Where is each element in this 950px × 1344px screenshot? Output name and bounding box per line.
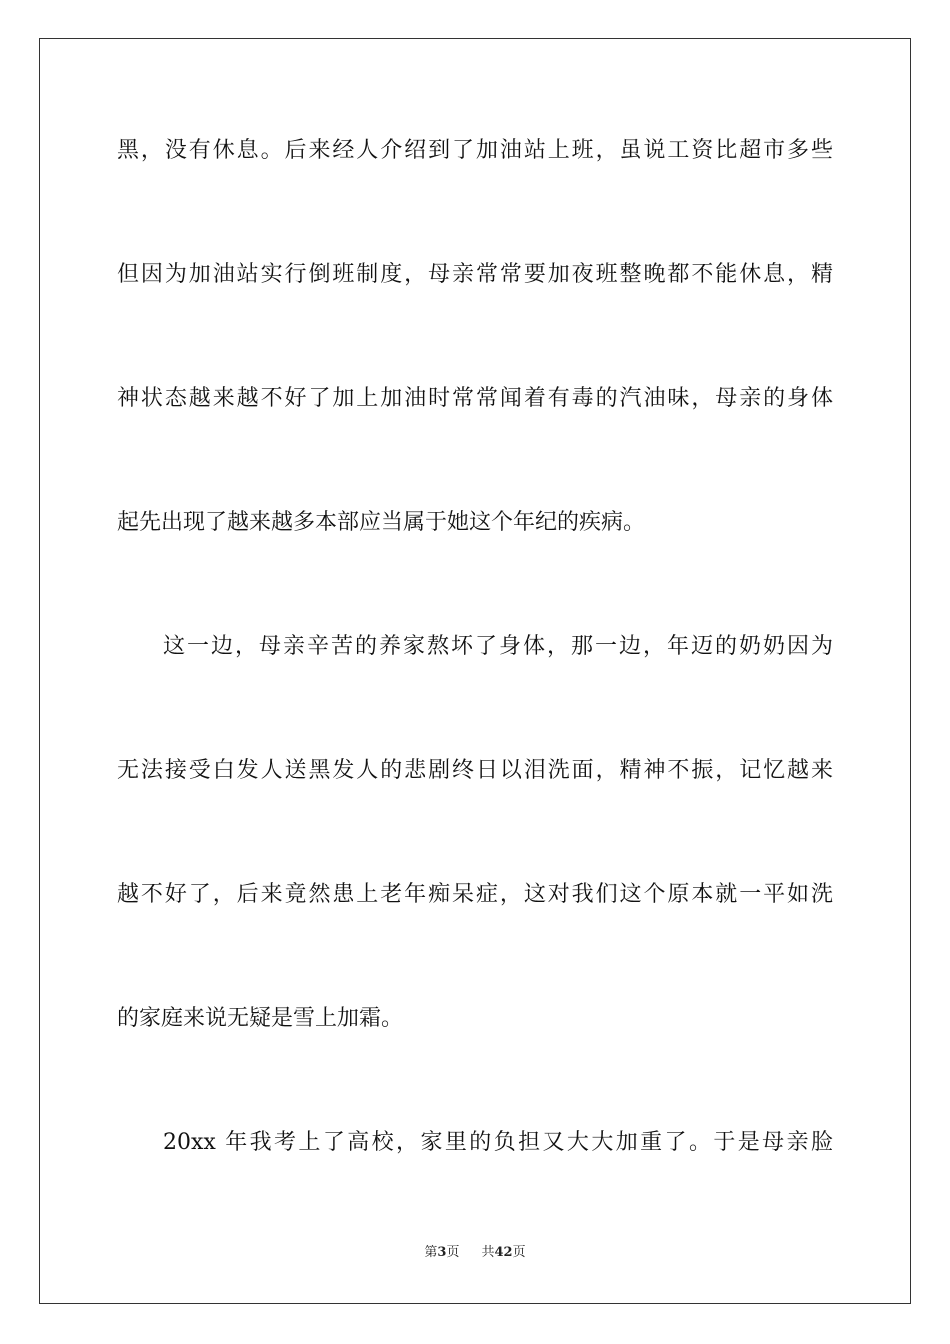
page-border — [39, 38, 911, 1304]
footer-page-number: 3 — [437, 1245, 447, 1260]
footer-total-suffix: 页 — [512, 1245, 526, 1260]
body-line-6: 无法接受白发人送黑发人的悲剧终日以泪洗面，精神不振，记忆越来 — [117, 758, 833, 783]
footer-page-prefix: 第 — [424, 1245, 438, 1260]
body-line-9: 20xx 年我考上了高校，家里的负担又大大加重了。于是母亲脸 — [163, 1130, 833, 1155]
page-footer — [0, 1244, 950, 1262]
body-line-7: 越不好了，后来竟然患上老年痴呆症，这对我们这个原本就一平如洗 — [117, 882, 833, 907]
footer-total-prefix: 共 — [481, 1245, 495, 1260]
body-line-1: 黑，没有休息。后来经人介绍到了加油站上班，虽说工资比超市多些 — [117, 138, 833, 163]
body-line-8: 的家庭来说无疑是雪上加霜。 — [117, 1006, 404, 1031]
body-line-3: 神状态越来越不好了加上加油时常常闻着有毒的汽油味，母亲的身体 — [117, 386, 833, 411]
footer-total-pages: 42 — [494, 1245, 513, 1260]
footer-page-suffix: 页 — [446, 1245, 460, 1260]
body-line-4: 起先出现了越来越多本部应当属于她这个年纪的疾病。 — [117, 510, 646, 535]
body-line-5: 这一边，母亲辛苦的养家熬坏了身体，那一边，年迈的奶奶因为 — [163, 634, 833, 659]
body-line-2: 但因为加油站实行倒班制度，母亲常常要加夜班整晚都不能休息，精 — [117, 262, 833, 287]
